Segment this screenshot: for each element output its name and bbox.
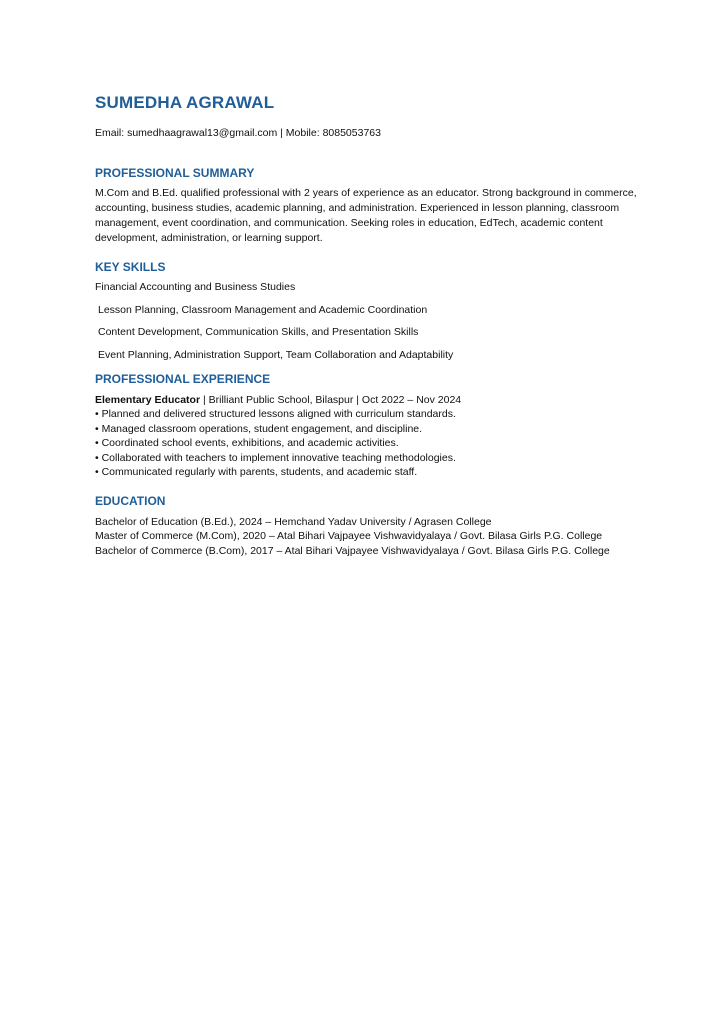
experience-bullet: • Communicated regularly with parents, students, and academic staff. <box>95 466 418 479</box>
candidate-name: SUMEDHA AGRAWAL <box>95 93 275 112</box>
job-details: | Brilliant Public School, Bilaspur | Oct 2022 – Nov 2024 <box>200 393 462 406</box>
education-item: Master of Commerce (M.Com), 2020 – Atal Bihari Vajpayee Vishwavidyalaya / Govt. Bilasa Girls P.G. College <box>95 530 603 543</box>
experience-bullet: • Coordinated school events, exhibitions, and academic activities. <box>95 437 399 450</box>
skill-item: Event Planning, Administration Support, Team Collaboration and Adaptability <box>98 349 454 362</box>
resume-page <box>95 92 655 558</box>
skills-list <box>95 280 655 362</box>
experience-bullet: • Collaborated with teachers to implement innovative teaching methodologies. <box>95 451 456 464</box>
education-heading: EDUCATION <box>95 493 166 508</box>
education-item: Bachelor of Education (B.Ed.), 2024 – Hemchand Yadav University / Agrasen College <box>95 515 492 528</box>
skill-item: Lesson Planning, Classroom Management and Academic Coordination <box>98 303 428 316</box>
skill-item: Financial Accounting and Business Studies <box>95 281 296 293</box>
education-item: Bachelor of Commerce (B.Com), 2017 – Atal Bihari Vajpayee Vishwavidyalaya / Govt. Bilasa Girls P.G. College <box>95 544 610 557</box>
job-line <box>95 393 655 408</box>
experience-heading: PROFESSIONAL EXPERIENCE <box>95 371 271 386</box>
experience-entry <box>95 393 655 480</box>
education-list <box>95 515 655 559</box>
contact-line: Email: sumedhaagrawal13@gmail.com | Mobile: 8085053763 <box>95 127 381 139</box>
skill-item: Content Development, Communication Skills, and Presentation Skills <box>98 326 419 339</box>
summary-heading: PROFESSIONAL SUMMARY <box>95 166 255 180</box>
job-title: Elementary Educator <box>95 393 201 406</box>
summary-text: M.Com and B.Ed. qualified professional with 2 years of experience as an educator. Strong background in commerce, accounting, business studies, academic planning, and administration. Experienced in lesson planning, classroom management, event coordination, and communication. Seeking roles in education, EdTech, academic content development, administration, or learning support. <box>95 187 637 244</box>
experience-bullet: • Planned and delivered structured lessons aligned with curriculum standards. <box>95 408 456 421</box>
skills-heading: KEY SKILLS <box>95 260 166 274</box>
experience-bullet: • Managed classroom operations, student engagement, and discipline. <box>95 422 423 435</box>
